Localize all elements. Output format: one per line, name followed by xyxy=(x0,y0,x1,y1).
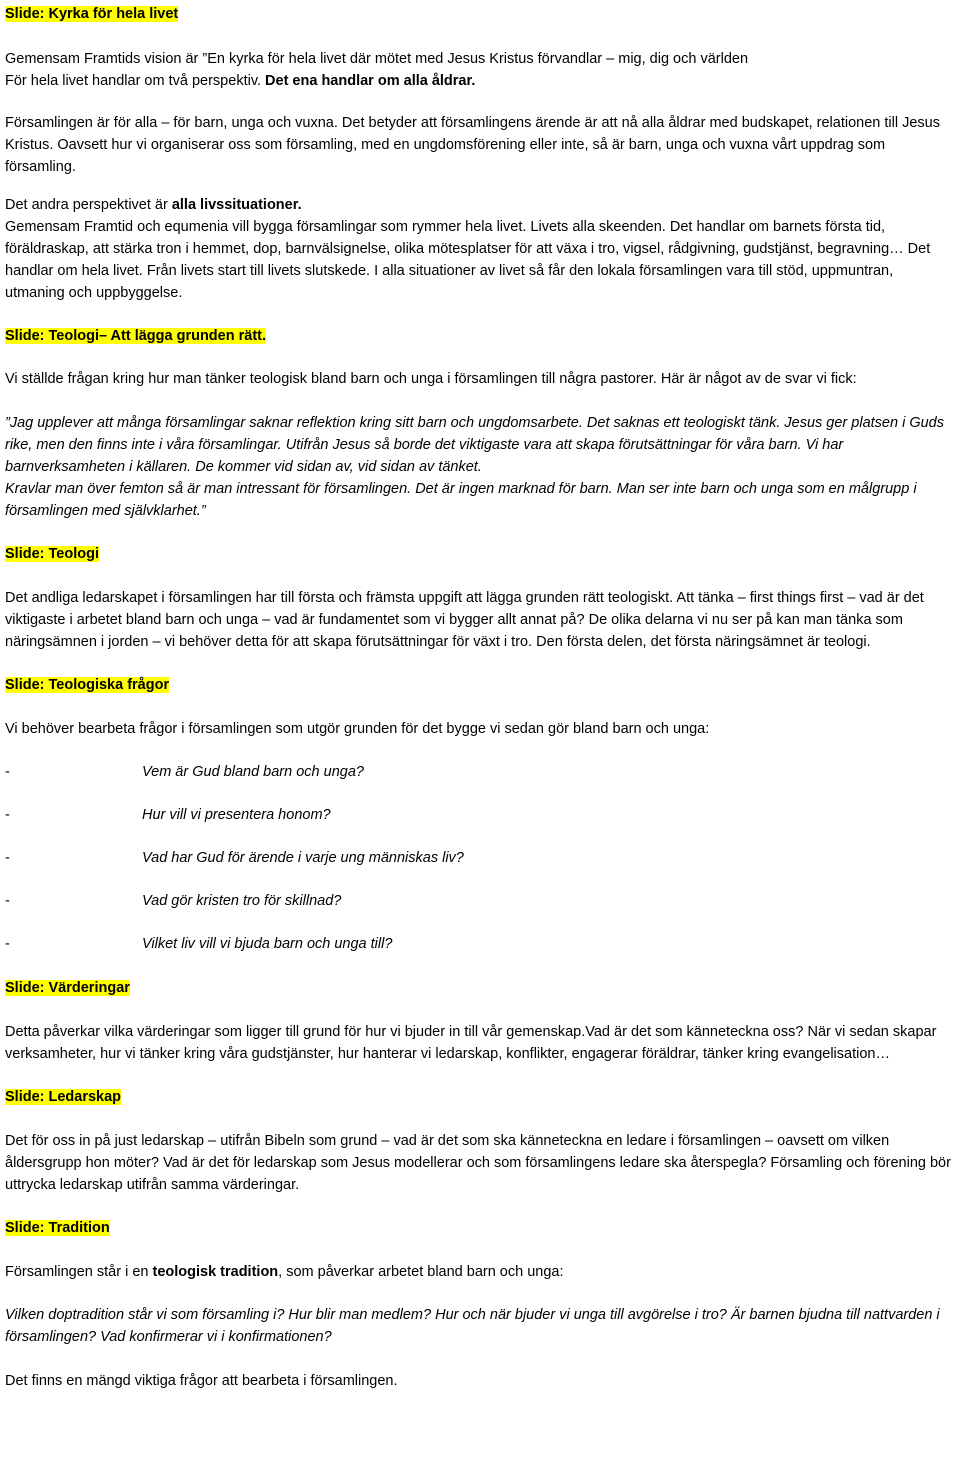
text-run: De kommer vid sidan av, vid sidan av tänket. xyxy=(191,459,482,475)
quote-pastorer xyxy=(5,412,955,522)
text-run: Från livets start till livets slutskede. xyxy=(142,263,371,279)
text-run: Gemensam Framtid och equmenia vill bygga församlingar som rymmer hela livet. Livets alla skeenden. xyxy=(5,219,666,235)
heading-highlight: Slide: Teologi xyxy=(5,546,99,562)
list-item xyxy=(5,933,955,955)
paragraph-ledarskap xyxy=(5,1130,955,1196)
paragraph-perspektiv xyxy=(5,194,955,216)
list-item-text: Vad gör kristen tro för skillnad? xyxy=(142,893,342,909)
slide-heading-varderingar xyxy=(5,977,955,999)
text-run: I alla situationer av livet så får den lokala församlingen vara till stöd, uppmuntran, utmaning och uppbyggelse. xyxy=(5,263,894,301)
document-page xyxy=(5,0,955,1392)
heading-highlight: Slide: Kyrka för hela livet xyxy=(5,6,179,22)
paragraph-alla-aldrar xyxy=(5,112,955,178)
text-run: Församlingen är för alla – för barn, unga och vuxna. xyxy=(5,115,338,131)
text-run: Gemensam Framtids vision är ”En kyrka för hela livet där mötet med Jesus Kristus förvandlar – mig, dig och världen xyxy=(5,51,749,67)
slide-heading-teologi xyxy=(5,543,955,565)
text-run: Man ser inte barn och unga som en målgrupp i församlingen med självklarhet.” xyxy=(5,481,917,519)
heading-highlight: Slide: Värderingar xyxy=(5,980,130,996)
text-run: Det handlar om barnets första tid, föräldraskap, att stärka tron i hemmet, dop, barnvälsignelse, olika mötesplatser för att växa i tro, vigsel, rådgivning, gudstjänst, begravning… Det handlar om hela livet. xyxy=(5,219,931,279)
list-item xyxy=(5,890,955,912)
list-dash: - xyxy=(5,764,10,780)
list-dash: - xyxy=(5,936,10,952)
text-run: Vad är det för ledarskap som Jesus modellerar och som församlingens ledare ska återspegla? xyxy=(158,1155,767,1171)
list-item-text: Vad har Gud för ärende i varje ung människas liv? xyxy=(142,850,464,866)
list-item xyxy=(5,761,955,783)
text-run: Församlingen står i en xyxy=(5,1264,153,1280)
paragraph-closing: Det finns en mängd viktiga frågor att bearbeta i församlingen. xyxy=(5,1373,398,1389)
heading-highlight: Slide: Teologi– Att lägga grunden rätt. xyxy=(5,328,267,344)
text-run: Utifrån Jesus så borde det viktigaste vara att skapa förutsättningar för våra barn. xyxy=(281,437,802,453)
paragraph-hela-livet xyxy=(5,216,955,304)
text-run: Här är något av de svar vi fick: xyxy=(656,371,857,387)
paragraph-fragan xyxy=(5,368,955,390)
paragraph-varderingar xyxy=(5,1021,955,1065)
text-run: När vi sedan skapar verksamheter, hur vi tänker kring våra gudstjänster, hur hanterar vi ledarskap, konflikter, engagerar föräldrar, tänker kring evangelisation… xyxy=(5,1024,937,1062)
text-run: Oavsett hur vi organiserar oss som församling, med en ungdomsförening eller inte, så är barn, unga och vuxna vårt uppdrag som församling. xyxy=(5,137,886,175)
text-run: Vi ställde frågan kring hur man tänker teologisk bland barn och unga i församlingen till några pastorer. xyxy=(5,371,657,387)
paragraph-tradition xyxy=(5,1261,955,1283)
list-dash: - xyxy=(5,807,10,823)
slide-heading-teologiska-fragor xyxy=(5,674,955,696)
heading-highlight: Slide: Ledarskap xyxy=(5,1089,122,1105)
paragraph-bearbeta-fragor: Vi behöver bearbeta frågor i församlingen som utgör grunden för det bygge vi sedan gör bland barn och unga: xyxy=(5,721,710,737)
text-run-bold: alla livssituationer. xyxy=(171,197,302,213)
list-dash: - xyxy=(5,850,10,866)
list-item xyxy=(5,847,955,869)
text-run: De olika delarna vi nu ser på kan man tänka som näringsämnen i jorden – vi behöver detta för att skapa förutsättningar för växt i tro. xyxy=(5,612,903,650)
slide-heading-teologi-grund xyxy=(5,325,955,347)
text-run: Det andra perspektivet är xyxy=(5,197,172,213)
paragraph-tradition-questions xyxy=(5,1304,955,1348)
list-dash: - xyxy=(5,893,10,909)
text-run: Vi har barnverksamheten i källaren. xyxy=(5,437,844,475)
text-run: Vad är det som känneteckna oss? xyxy=(585,1024,804,1040)
text-run: Att tänka – first things first – vad är det viktigaste i arbetet bland barn och unga – vad är fundamentet som vi bygger allt annat på? xyxy=(5,590,924,628)
text-run-bold: Det ena handlar om alla åldrar. xyxy=(261,73,476,89)
text-run: Detta påverkar vilka värderingar som ligger till grund för hur vi bjuder in till vår gemenskap. xyxy=(5,1024,586,1040)
text-run: Vilken doptradition står vi som församling i? xyxy=(5,1307,285,1323)
list-item-text: Vem är Gud bland barn och unga? xyxy=(142,764,364,780)
text-run: Kravlar man över femton så är man intressant för församlingen. xyxy=(5,481,412,497)
slide-heading-tradition xyxy=(5,1217,955,1239)
text-run: Det är ingen marknad för barn. xyxy=(411,481,613,497)
slide-heading-kyrka xyxy=(5,3,955,25)
paragraph-andliga-ledarskapet xyxy=(5,587,955,653)
text-run: Det för oss in på just ledarskap – utifrån Bibeln som grund – vad är det som ska känneteckna en ledare i församlingen – oavsett om vilken åldersgrupp hon möter? xyxy=(5,1133,890,1171)
heading-highlight: Slide: Teologiska frågor xyxy=(5,677,170,693)
text-run: Det betyder att församlingens ärende är att nå alla åldrar med budskapet, relationen till Jesus Kristus. xyxy=(5,115,940,153)
paragraph-vision xyxy=(5,48,955,92)
text-run: Jesus ger platsen i Guds rike, men den finns inte i våra församlingar. xyxy=(5,415,944,453)
text-run: Hur och när bjuder vi unga till avgörelse i tro? xyxy=(431,1307,727,1323)
slide-heading-ledarskap xyxy=(5,1086,955,1108)
list-item-text: Hur vill vi presentera honom? xyxy=(142,807,331,823)
text-run: Det andliga ledarskapet i församlingen har till första och främsta uppgift att lägga grunden rätt teologiskt. xyxy=(5,590,674,606)
text-run: Det saknas ett teologiskt tänk. xyxy=(582,415,781,431)
text-run: Församling och förening bör uttrycka ledarskap utifrån samma värderingar. xyxy=(5,1155,951,1193)
list-item-text: Vilket liv vill vi bjuda barn och unga till? xyxy=(142,936,393,952)
list-item xyxy=(5,804,955,826)
text-run: , som påverkar arbetet bland barn och unga: xyxy=(278,1264,564,1280)
text-run: Den första delen, det första näringsämnet är teologi. xyxy=(532,634,871,650)
text-run: Hur blir man medlem? xyxy=(284,1307,432,1323)
text-run: Är barnen bjudna till nattvarden i församlingen? xyxy=(5,1307,940,1345)
text-run: Vad konfirmerar vi i konfirmationen? xyxy=(96,1329,332,1345)
text-run: ”Jag upplever att många församlingar saknar reflektion kring sitt barn och ungdomsarbete. xyxy=(5,415,583,431)
heading-highlight: Slide: Tradition xyxy=(5,1220,110,1236)
text-run-bold: teologisk tradition xyxy=(152,1264,279,1280)
text-run: För hela livet handlar om två perspektiv. xyxy=(5,73,262,89)
